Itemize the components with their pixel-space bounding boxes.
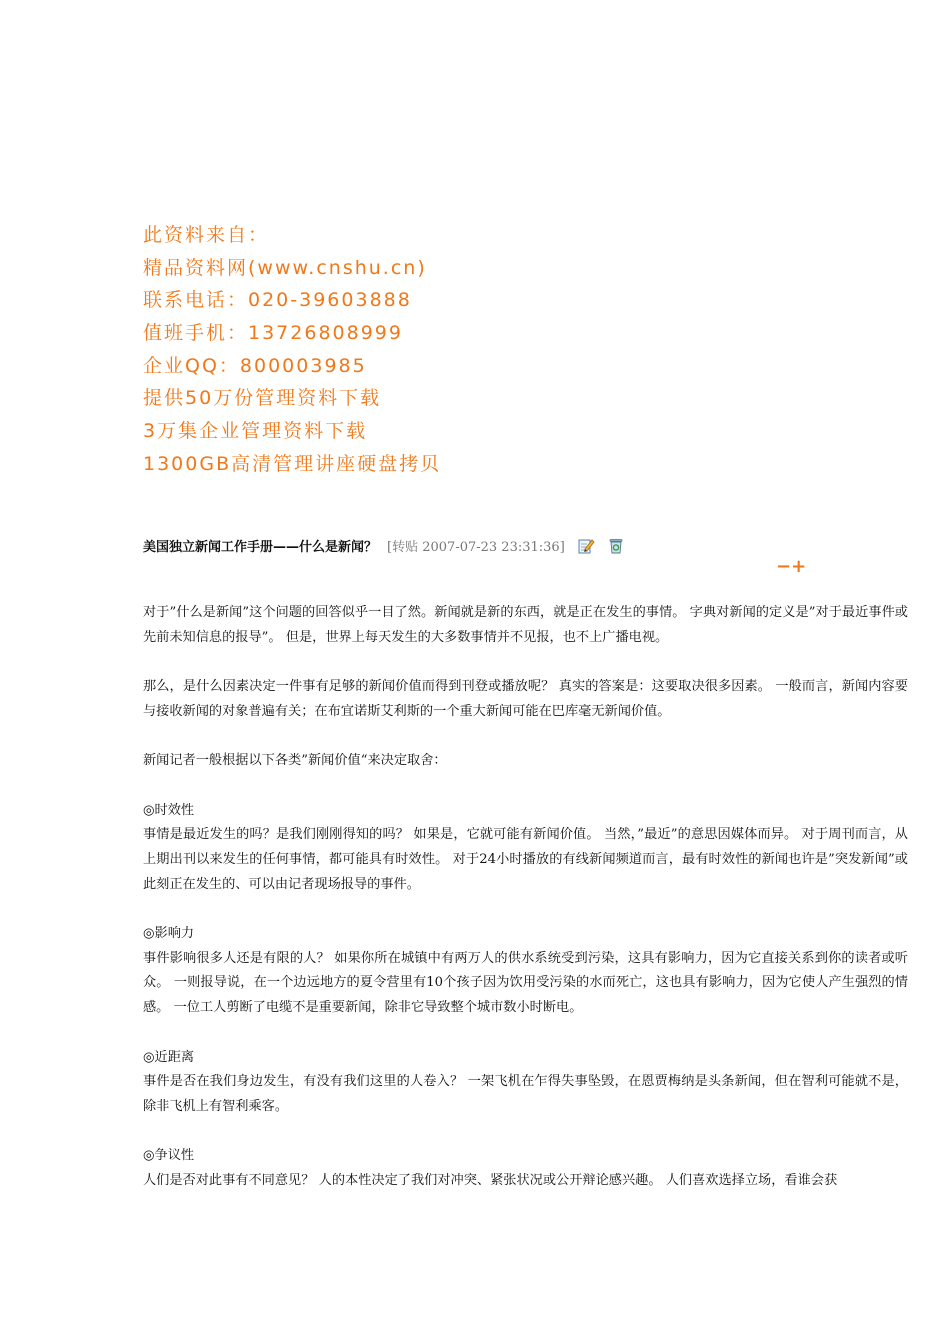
article-paragraph: 对于”什么是新闻”这个问题的回答似乎一目了然。新闻就是新的东西，就是正在发生的事情。 字典对新闻的定义是”对于最近事件或先前未知信息的报导”。 但是，世界上每天发生的大多数事情并不见报，也不上广播电视。 <box>143 605 908 645</box>
news-value-proximity <box>143 1046 908 1120</box>
post-meta: [转贴 2007-07-23 23:31:36] <box>387 540 565 555</box>
source-notice <box>143 219 441 481</box>
contact-phone: 联系电话：020-39603888 <box>143 289 412 312</box>
offer-line-3: 1300GB高清管理讲座硬盘拷贝 <box>143 452 442 475</box>
news-value-controversy <box>143 1144 908 1193</box>
section-body: 事件影响很多人还是有限的人？ 如果你所在城镇中有两万人的供水系统受到污染，这具有影响力，因为它直接关系到你的读者或听众。 一则报导说，在一个边远地方的夏令营里有10个孩子因为饮用受污染的水而死亡，这也具有影响力，因为它使人产生强烈的情感。 一位工人剪断了电缆不是重要新闻，除非它导致整个城市数小时断电。 <box>143 950 908 1016</box>
duty-mobile: 值班手机：13726808999 <box>143 322 403 345</box>
section-heading: ◎争议性 <box>143 1148 195 1164</box>
section-heading: ◎影响力 <box>143 926 195 942</box>
offer-line-2: 3万集企业管理资料下载 <box>143 420 368 443</box>
section-heading: ◎时效性 <box>143 802 195 818</box>
source-website: 精品资料网(www.cnshu.cn) <box>143 256 427 279</box>
article-body <box>143 601 908 1218</box>
section-body: 事件是否在我们身边发生，有没有我们这里的人卷入？ 一架飞机在乍得失事坠毁，在恩贾梅纳是头条新闻，但在智利可能就不是，除非飞机上有智利乘客。 <box>143 1074 908 1114</box>
news-value-timeliness <box>143 799 908 898</box>
company-qq: 企业QQ：800003985 <box>143 354 367 377</box>
section-body: 人们是否对此事有不同意见？ 人的本性决定了我们对冲突、紧张状况或公开辩论感兴趣。 人们喜欢选择立场，看谁会获 <box>143 1173 838 1189</box>
article-paragraph: 新闻记者一般根据以下各类”新闻价值“来决定取舍： <box>143 753 447 769</box>
article-paragraph: 那么，是什么因素决定一件事有足够的新闻价值而得到刊登或播放呢？ 真实的答案是：这要取决很多因素。 一般而言，新闻内容要与接收新闻的对象普遍有关；在布宜诺斯艾利斯的一个重大新闻可能在巴库毫无新闻价值。 <box>143 679 908 719</box>
news-value-impact <box>143 922 908 1021</box>
source-notice-heading: 此资料来自： <box>143 224 270 246</box>
font-increase-button[interactable]: + <box>791 556 807 577</box>
edit-icon[interactable] <box>577 537 595 555</box>
post-header <box>143 536 625 555</box>
font-size-controls <box>776 556 806 577</box>
offer-line-1: 提供50万份管理资料下载 <box>143 387 382 410</box>
recycle-bin-icon[interactable] <box>607 537 625 555</box>
post-title: 美国独立新闻工作手册——什么是新闻？ <box>143 540 378 555</box>
section-heading: ◎近距离 <box>143 1049 195 1065</box>
font-decrease-button[interactable]: − <box>776 556 792 577</box>
section-body: 事情是最近发生的吗？是我们刚刚得知的吗？ 如果是，它就可能有新闻价值。 当然，”最近”的意思因媒体而异。 对于周刊而言，从上期出刊以来发生的任何事情，都可能具有时效性。 对于24小时播放的有线新闻频道而言，最有时效性的新闻也许是”突发新闻”或此刻正在发生的、可以由记者现场报导的事件。 <box>143 827 908 892</box>
